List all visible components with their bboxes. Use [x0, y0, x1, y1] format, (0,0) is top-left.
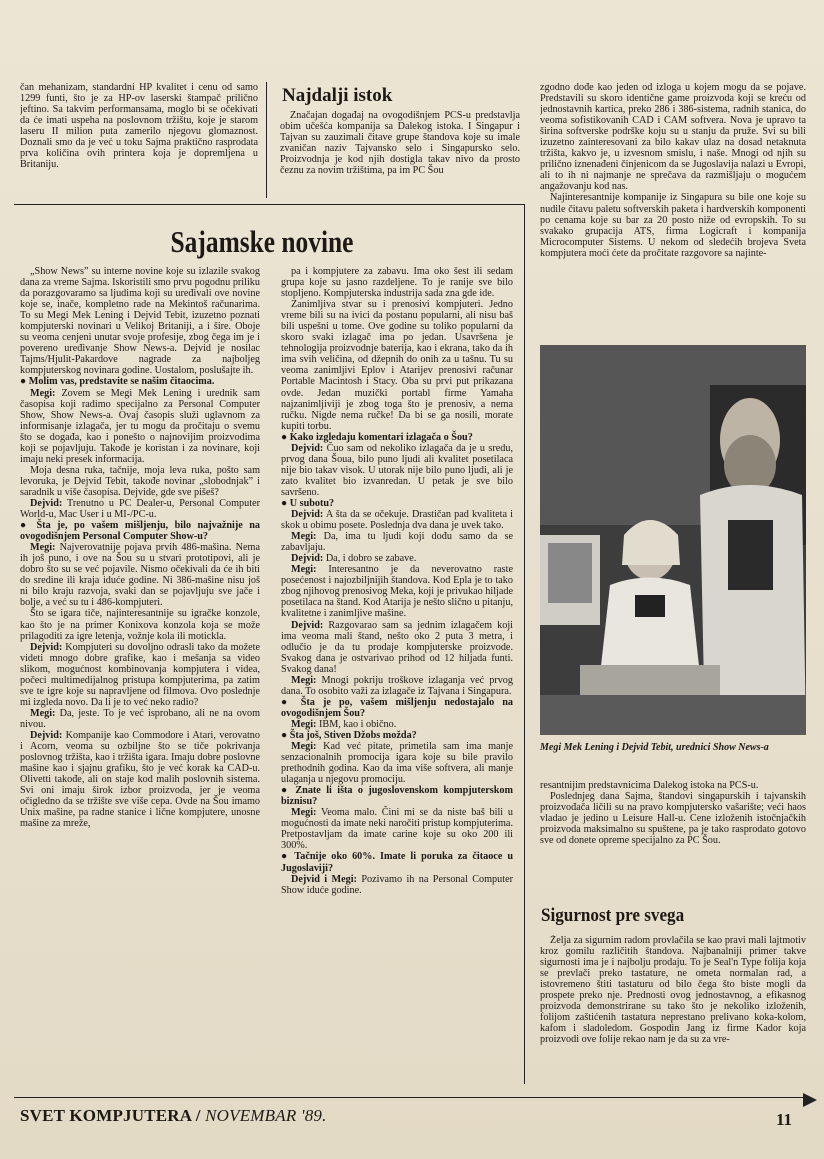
editors-photo: [540, 345, 806, 735]
najdalji-istok-text: Značajan događaj na ovogodišnjem PCS-u predstavlja obim učešća kompanija sa Dalekog istoka. I Singapur i Tajvan su zauzimali čitave grupe štandova koje su imale zvaničan naziv Tajvansko selo i Singapursko selo. Proizvodnja je kod njih dostigla takav nivo da prosto čeznu za novim tržištima, pa im PC Šou: [280, 110, 520, 177]
speaker-answer: Najverovatnije pojava prvih 486-mašina. Nema ih još puno, i ove na Šou su u stvari prototipovi, ali je dobro što su se već pojavile. Nismo očekivali da će ih biti do sredine ili kraja iduće godine. Ni 386-mašine nisu još ni bilo kraju razvoja, svaki dan se pojavljuju sve jače i bolje, a već su tu i 486-kompjuteri.: [20, 542, 260, 609]
najdalji-istok-heading: Najdalji istok: [282, 85, 393, 106]
speaker-name: Megi:: [291, 564, 317, 576]
speaker-name: Dejvid:: [291, 619, 324, 631]
speaker-answer: Mnogi pokriju troškove izlaganja već prvog dana. To osobito važi za izlagače iz Tajvana i Singapura.: [281, 674, 513, 697]
speaker-name: Dejvid:: [30, 641, 63, 653]
interview-column-2: [281, 266, 513, 1046]
box-rule-top: [14, 204, 524, 205]
speaker-answer: Da, ima tu ljudi koji dođu samo da se zabavljaju.: [281, 531, 513, 554]
paragraph: [20, 542, 260, 608]
speaker-name: Megi:: [30, 707, 56, 719]
speaker-answer: Kad već pitate, primetila sam ima manje senzacionalnih promocija igara koje su bile pravilo prethodnih godina. Kao da ima više softvera, ali manje ulaganja u njegovu promociju.: [281, 741, 513, 786]
speaker-name: Megi:: [291, 741, 317, 753]
magazine-name: SVET KOMPJUTERA /: [20, 1106, 201, 1125]
paragraph: [20, 642, 260, 708]
speaker-answer: Kompjuteri su dovoljno odrasli tako da možete videti mnogo dobre grafike, kao i mešanja sa video slikom, mogućnost kombinovanja kompjutera i videa, počeci multimedijalnog pristupa kompjuterima, pa zatim sve te igre koje su napravljene od filmova. Ovo poslednje mi izgleda novo. Da li je to već neko radio?: [20, 641, 260, 708]
paragraph: Poslednjeg dana Sajma, štandovi singapurskih i tajvanskih proizvođača ličili su na pravo kompjutersko vašarište; veći haos vladao je jedino u Leisure Hall-u. Cene izloženih istočnjačkih proizvoda maksimalno su spuštene, pa je tako rasprodato gotovo sve od donete opreme specijalno za PC Šou.: [540, 791, 806, 847]
speaker-answer: A šta da se očekuje. Drastičan pad kvaliteta i skok u obimu posete. Poslednja dva dana je uvek tako.: [281, 509, 513, 532]
speaker-name: Dejvid:: [291, 553, 324, 565]
issue-date: NOVEMBAR '89.: [205, 1106, 327, 1125]
paragraph: [281, 741, 513, 785]
sigurnost-heading: Sigurnost pre svega: [541, 905, 685, 926]
speaker-name: Megi:: [291, 531, 317, 543]
interview-question: ● Šta je, po vašem mišljenju, bilo najvažnije na ovogodišnjem Personal Computer Show-u?: [20, 520, 260, 543]
paragraph: [281, 443, 513, 498]
interview-question: ● Šta je po, vašem mišljenju nedostajalo na ovogodišnjem Šou?: [281, 696, 513, 719]
speaker-name: Dejvid i Megi:: [291, 873, 357, 885]
paragraph: [281, 564, 513, 619]
top-left-column: [20, 82, 258, 202]
speaker-name: Dejvid:: [291, 509, 324, 521]
paragraph: Što se igara tiče, najinteresantnije su igračke konzole, kao što je na primer Konixova konzola koja se može prilagoditi za igre letenja, vožnje kola ili motickla.: [20, 608, 260, 642]
speaker-answer: Da, jeste. To je već isprobano, ali ne na ovom nivou.: [20, 707, 260, 730]
footer-rule: [14, 1097, 804, 1098]
speaker-answer: Trenutno u PC Dealer-u, Personal Computer World-u, Mac User i u MI-/PC-u.: [20, 497, 260, 521]
speaker-answer: Kompanije kao Commodore i Atari, verovatno i Acorn, veoma su ozbiljne što se tiče pokrivanja poslovnog tržišta, kao i tržišta igara. Imaju dobre poslovne mašine kao i sjajnu grafiku, što je već korak ka CAD-u. Olivetti takođe, ali on staje kod malih poslovnih sistema. Svi oni imaju širok izbor proizvoda, jer je veoma očigledno da se tržište sve više cepa. Ovde na Šou imamo Unix mašine, pa radne stanice i lične kompjutere, unosne mašine za mreže,: [20, 729, 260, 830]
speaker-name: Megi:: [30, 542, 56, 554]
speaker-name: Dejvid:: [30, 729, 63, 741]
paragraph: Najinteresantnije kompanije iz Singapura su bile one koje su nudile čitavu paletu softverskih paketa i hardverskih komponenti po cenama koje su bar za 20 posto niže od evropskih. To su svakako grupacija ATS, firma Logicraft i kompanija Microcomputer Sistems. U nekom od sledećih brojeva Sveta kompjutera moći ćete da pročitate razgovore sa najinte-: [540, 192, 806, 259]
paragraph: resantnijim predstavnicima Dalekog istoka na PCS-u.: [540, 780, 759, 791]
paragraph: [20, 708, 260, 730]
interview-question: ● Znate li išta o jugoslovenskom kompjuterskom biznisu?: [281, 785, 513, 808]
paragraph: [281, 509, 513, 531]
interview-question: ● Kako izgledaju komentari izlagača o Šou?: [281, 431, 473, 443]
paragraph: [20, 388, 260, 465]
paragraph: [281, 719, 513, 730]
magazine-footer: [20, 1106, 327, 1126]
interview-question: ● Tačnije oko 60%. Imate li poruka za čitaoce u Jugoslaviji?: [281, 851, 513, 874]
paragraph: [281, 620, 513, 675]
paragraph: [20, 498, 260, 520]
paragraph: [281, 553, 513, 564]
speaker-name: Megi:: [291, 807, 317, 819]
page-number: 11: [776, 1110, 793, 1129]
sajamske-novine-heading: Sajamske novine: [170, 224, 354, 259]
paragraph: pa i kompjutere za zabavu. Ima oko šest ili sedam grupa koje su jasno razdeljene. To je ranije sve bilo stopljeno. Kompjuterska industrija sada zna gde ide.: [281, 266, 513, 300]
paragraph: [20, 730, 260, 829]
speaker-name: Dejvid:: [291, 442, 324, 454]
speaker-answer: Da, i dobro se zabave.: [323, 553, 417, 565]
paragraph: Moja desna ruka, tačnije, moja leva ruka, pošto sam levoruka, je Dejvid Tebit, takođe novinar „slobodnjak” i saradnik u više časopisa. Dejvide, gde sve pišeš?: [20, 464, 260, 498]
photo-illustration: [540, 345, 806, 735]
speaker-answer: Čuo sam od nekoliko izlagača da je u sredu, prvog dana Šoua, bilo puno ljudi ali kvalitet posetilaca nije bio takav visok. U utorak nije bilo puno ljudi, ali je zato kvalitet bio izvanredan. U petak je sve bilo savršeno.: [281, 442, 513, 498]
paragraph: [281, 531, 513, 553]
speaker-name: Megi:: [291, 718, 317, 730]
speaker-answer: Veoma malo. Čini mi se da niste baš bili u mogućnosti da imate neki naročiti pristup kompjuterima. Pretpostavljam da imate carine koje su oko 200 ili 300%.: [281, 807, 513, 852]
interview-question: ● Molim vas, predstavite se našim čitaocima.: [20, 376, 215, 388]
bottom-right-column: [540, 780, 806, 880]
top-right-column: [540, 82, 806, 336]
paragraph: Zanimljiva stvar su i prenosivi kompjuteri. Jedno vreme bili su na ivici da postanu popularni, ali nisu baš bili uspešni u tome. Ove godine su toliko popularni da skoro svaki izlagač ima po jedan. Usavršena je tehnologija proizvodnje baterija, kao i ekrana, tako da ih ima svih veličina, od džepnih do onih za u tašnu. Tu su veoma zanimljivi Eplov i Atarijev prenosivi računar Portable Macintosh i Stacy. Oba su prvi put prikazana ovde. Jedan muzički portabl firme Yamaha najzanimljiviji je zbog toga što je prenosiv, a nema ručku. Nigde nema ručke! Da bi se ga nosili, morate kupiti torbu.: [281, 299, 513, 432]
paragraph: [281, 675, 513, 697]
speaker-answer: Interesantno je da neverovatno raste posećenost i najozbiljnijih štandova. Kod Epla je to tako zbog njihovog prenosivog Meka, koji je privukao hiljade posetilaca na štand. Kod Atarija je nešto slično u pitanju, kvalitetne i zanimljive mašine.: [281, 564, 513, 620]
speaker-answer: IBM, kao i obično.: [316, 718, 397, 730]
paragraph: [281, 874, 513, 896]
paragraph: „Show News” su interne novine koje su izlazile svakog dana za vreme Sajma. Iskoristili smo prvu pogodnu priliku da porazgovaramo sa ljudima koji su uređivali ove novine koje se, inače, kompletno rade na Mekintoš računarima. To su Megi Mek Lening i Dejvid Tebit, izuzetno poznati kompjuterski novinari u Velikoj Britaniji, a i šire. Oboje su veoma cenjeni unutar svoje profesije, zbog čega im je i povereno uređivanje Show News-a. Dejvid je nosilac Tajms/Hjulit-Pakardove nagrade za najboljeg kompjuterskog novinara godine. Uostalom, poslušajte ih.: [20, 266, 260, 377]
speaker-name: Dejvid:: [30, 497, 63, 509]
speaker-name: Megi:: [291, 674, 317, 686]
speaker-answer: Zovem se Megi Mek Lening i urednik sam časopisa koji radimo specijalno za Personal Computer Show, Show News-a. Ovaj časopis služi uglavnom za informisanje izlagača, jer tu mogu da pročitaju o svemu što se događa, kao i ponešto o najnovijim proizvodima koji se pojavljuju. Takođe je koristan i za novinare, koji imaju neki presek informacija.: [20, 387, 260, 465]
interview-column-1: [20, 266, 260, 1072]
interview-question: ● Šta još, Stiven Džobs možda?: [281, 729, 417, 741]
photo-caption: Megi Mek Lening i Dejvid Tebit, urednici Show News-a: [540, 742, 769, 753]
column-rule: [266, 82, 267, 198]
box-rule-right: [524, 204, 525, 1084]
next-page-arrow-icon: [803, 1093, 817, 1107]
paragraph: čan mehanizam, standardni HP kvalitet i cenu od samo 1299 funti, što je za HP-ov laserski štampač prilično jeftino. Sa takvim performansama, moglo bi se očekivati da će imati uspeha na poslovnom tržištu, koje je starom laseru II milion puta zamerilo njegovu glomaznost. Doznali smo da je već u toku Sajma praktično rasprodata prva količina ovih printera koja je dopremljena u Britaniju.: [20, 82, 258, 171]
speaker-answer: Pozivamo ih na Personal Computer Show iduće godine.: [281, 873, 513, 896]
interview-question: ● U subotu?: [281, 497, 335, 509]
speaker-name: Megi:: [30, 387, 56, 399]
paragraph: [281, 807, 513, 851]
speaker-answer: Razgovarao sam sa jednim izlagačem koji ima veoma mali štand, nešto oko 2 puta 3 metra, i odlučio je da tu prodaje kompjuterske proizvode. Svakog dana je ostvarivao prihod od 12 hiljada funti. Svakog dana!: [281, 619, 513, 675]
sigurnost-text: Želja za sigurnim radom provlačila se kao pravi mali lajtmotiv kroz gomilu različitih štandova. Najbanalniji primer takve sigurnosti ima je i najbolju prodaju. To je Seal'n Type folija koja se prevlači preko tastature, ne ometa normalan rad, a istovremeno štiti tastaturu od bilo čega što biste mogli da prospete preko nje. Prednosti ovog jednostavnog, a efikasnog proizvoda demonstrirane su tako što je nekoliko izloženih, folijom zaštićenih tastatura neprestano prelivano koka-kolom, kafom i sladoledom. Gospodin Jang iz firme Kador koja proizvodi ove folije rekao nam je da su za vre-: [540, 935, 806, 1046]
paragraph: zgodno dođe kao jeden od izloga u kojem mogu da se pojave. Predstavili su skoro identične game proizvoda koji se kreću od jednostavnih kartica, preko 286 i 386-sistema, radnih stanica, do veoma sofistikovanih CAD i CAM softvera. Nova je upravo ta širina softverske podrške koju su u stanju da pruže. Svi su bili izuzetno zainteresovani za bilo kakav ulaz na dosad netaknuta tržišta, kakvo je, u izvesnom smislu, i naše. Mnogi od njih su prilično iznenađeni činjenicom da se Jugoslavija nalazi u Evropi, ali to ih ni najmanje ne sprečava da razmišljaju o mogućem angažovanju kod nas.: [540, 82, 806, 193]
